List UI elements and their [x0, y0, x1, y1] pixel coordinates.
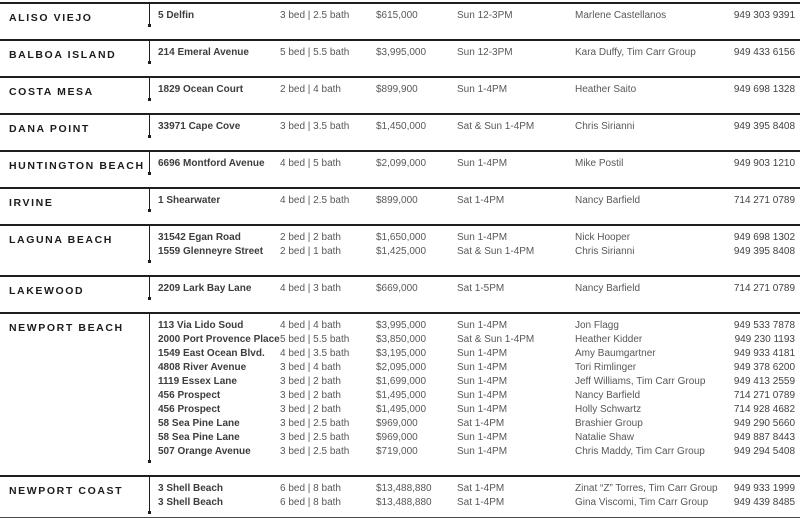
listing-address: 33971 Cape Cove [158, 121, 241, 132]
listing-address: 214 Emeral Avenue [158, 47, 249, 58]
listing-address: 2000 Port Provence Place [158, 334, 280, 345]
listing-phone: 714 928 4682 [733, 404, 795, 415]
listing-beds-baths: 3 bed | 2 bath [280, 376, 341, 387]
listing-address: 58 Sea Pine Lane [158, 418, 240, 429]
listing-phone: 714 271 0789 [733, 195, 795, 206]
listing-open-house-time: Sun 1-4PM [457, 84, 508, 95]
listing-price: $3,995,000 [376, 47, 427, 58]
city-section [0, 312, 800, 459]
listing-open-house-time: Sun 1-4PM [457, 376, 508, 387]
listing-address: 3 Shell Beach [158, 497, 224, 508]
listing-open-house-time: Sun 12-3PM [457, 47, 513, 58]
listing-phone: 949 433 6156 [733, 47, 795, 58]
listing-row [158, 482, 795, 496]
listing-agent: Chris Sirianni [575, 121, 635, 132]
listing-rows [158, 120, 795, 134]
city-divider-line [149, 314, 150, 461]
listing-row [158, 333, 795, 347]
listing-row [158, 496, 795, 510]
listing-agent: Tori Rimlinger [575, 362, 637, 373]
listing-phone: 949 533 7878 [733, 320, 795, 331]
listing-price: $669,000 [376, 283, 418, 294]
listing-row [158, 194, 795, 208]
listing-beds-baths: 2 bed | 1 bath [280, 246, 341, 257]
listing-agent: Jeff Williams, Tim Carr Group [575, 376, 706, 387]
listing-price: $13,488,880 [376, 483, 432, 494]
listing-rows [158, 482, 795, 510]
city-section [0, 275, 800, 296]
listing-open-house-time: Sat 1-4PM [457, 497, 505, 508]
listing-address: 1119 Essex Lane [158, 376, 237, 387]
listing-row [158, 361, 795, 375]
listing-phone: 949 903 1210 [733, 158, 795, 169]
city-label: LAKEWOOD [9, 285, 85, 297]
listing-open-house-time: Sat & Sun 1-4PM [457, 121, 535, 132]
listing-phone: 949 290 5660 [733, 418, 795, 429]
city-section [0, 2, 800, 23]
listing-open-house-time: Sun 1-4PM [457, 404, 508, 415]
listing-open-house-time: Sun 1-4PM [457, 390, 508, 401]
listing-row [158, 83, 795, 97]
listing-open-house-time: Sun 1-4PM [457, 348, 508, 359]
listing-agent: Jon Flagg [575, 320, 619, 331]
listing-phone: 949 294 5408 [733, 446, 795, 457]
listing-rows [158, 83, 795, 97]
listing-address: 2209 Lark Bay Lane [158, 283, 252, 294]
listing-price: $969,000 [376, 432, 418, 443]
listing-row [158, 403, 795, 417]
listing-price: $13,488,880 [376, 497, 432, 508]
city-label: COSTA MESA [9, 86, 94, 98]
listing-open-house-time: Sat & Sun 1-4PM [457, 334, 535, 345]
listing-agent: Gina Viscomi, Tim Carr Group [575, 497, 709, 508]
listing-price: $3,195,000 [376, 348, 427, 359]
city-divider-line [149, 277, 150, 298]
listing-address: 31542 Egan Road [158, 232, 241, 243]
city-section [0, 475, 800, 510]
listing-price: $899,000 [376, 195, 418, 206]
listing-rows [158, 319, 795, 459]
listing-address: 3 Shell Beach [158, 483, 224, 494]
listing-agent: Heather Kidder [575, 334, 643, 345]
listing-beds-baths: 5 bed | 5.5 bath [280, 47, 350, 58]
listing-row [158, 120, 795, 134]
listing-phone: 949 698 1328 [733, 84, 795, 95]
city-divider-line [149, 477, 150, 512]
listing-rows [158, 194, 795, 208]
city-divider-line [149, 152, 150, 173]
listing-beds-baths: 3 bed | 2 bath [280, 390, 341, 401]
listing-price: $2,099,000 [376, 158, 427, 169]
listing-open-house-time: Sat 1-4PM [457, 418, 505, 429]
listing-address: 1549 East Ocean Blvd. [158, 348, 265, 359]
listing-agent: Heather Saito [575, 84, 637, 95]
listing-price: $969,000 [376, 418, 418, 429]
listing-rows [158, 282, 795, 296]
listing-price: $2,095,000 [376, 362, 427, 373]
city-divider-line [149, 78, 150, 99]
listing-price: $899,900 [376, 84, 418, 95]
listing-agent: Marlene Castellanos [575, 10, 667, 21]
listing-agent: Nick Hooper [575, 232, 631, 243]
listing-row [158, 375, 795, 389]
listing-beds-baths: 3 bed | 2 bath [280, 404, 341, 415]
city-divider-line [149, 226, 150, 261]
listing-address: 4808 River Avenue [158, 362, 247, 373]
listing-phone: 949 933 1999 [733, 483, 795, 494]
listing-rows [158, 46, 795, 60]
listing-agent: Brashier Group [575, 418, 643, 429]
listing-beds-baths: 5 bed | 5.5 bath [280, 334, 350, 345]
listing-address: 6696 Montford Avenue [158, 158, 265, 169]
listing-address: 1829 Ocean Court [158, 84, 244, 95]
listing-beds-baths: 4 bed | 3 bath [280, 283, 341, 294]
listing-beds-baths: 2 bed | 2 bath [280, 232, 341, 243]
listing-address: 5 Delfin [158, 10, 195, 21]
listing-beds-baths: 4 bed | 4 bath [280, 320, 341, 331]
listing-beds-baths: 3 bed | 2.5 bath [280, 446, 350, 457]
listing-beds-baths: 3 bed | 3.5 bath [280, 121, 350, 132]
listing-open-house-time: Sat 1-5PM [457, 283, 505, 294]
listing-beds-baths: 3 bed | 2.5 bath [280, 10, 350, 21]
listing-row [158, 157, 795, 171]
listing-open-house-time: Sun 1-4PM [457, 446, 508, 457]
listing-row [158, 319, 795, 333]
listing-rows [158, 231, 795, 259]
listing-beds-baths: 4 bed | 2.5 bath [280, 195, 350, 206]
listing-address: 1559 Glenneyre Street [158, 246, 264, 257]
listing-phone: 949 378 6200 [733, 362, 795, 373]
listing-open-house-time: Sun 1-4PM [457, 320, 508, 331]
listing-phone: 714 271 0789 [733, 283, 795, 294]
listing-phone: 949 933 4181 [733, 348, 795, 359]
listing-open-house-time: Sat 1-4PM [457, 483, 505, 494]
listing-agent: Zinat “Z” Torres, Tim Carr Group [575, 483, 718, 494]
listing-price: $1,425,000 [376, 246, 427, 257]
listing-open-house-time: Sun 1-4PM [457, 362, 508, 373]
listing-price: $1,495,000 [376, 390, 427, 401]
listing-open-house-time: Sun 12-3PM [457, 10, 513, 21]
listing-beds-baths: 3 bed | 4 bath [280, 362, 341, 373]
listing-price: $3,995,000 [376, 320, 427, 331]
city-label: IRVINE [9, 197, 54, 209]
listing-beds-baths: 2 bed | 4 bath [280, 84, 341, 95]
city-section [0, 76, 800, 97]
city-section [0, 224, 800, 259]
listing-rows [158, 157, 795, 171]
city-label: HUNTINGTON BEACH [9, 160, 145, 172]
listing-open-house-time: Sat & Sun 1-4PM [457, 246, 535, 257]
listing-table [0, 2, 800, 510]
listing-phone: 714 271 0789 [733, 390, 795, 401]
listing-price: $719,000 [376, 446, 418, 457]
listing-price: $1,495,000 [376, 404, 427, 415]
city-label: NEWPORT COAST [9, 485, 124, 497]
listing-address: 507 Orange Avenue [158, 446, 251, 457]
listing-phone: 949 698 1302 [733, 232, 795, 243]
listing-beds-baths: 3 bed | 2.5 bath [280, 418, 350, 429]
listing-beds-baths: 6 bed | 8 bath [280, 497, 341, 508]
listing-address: 456 Prospect [158, 390, 221, 401]
listing-beds-baths: 6 bed | 8 bath [280, 483, 341, 494]
listing-phone: 949 303 9391 [733, 10, 795, 21]
listing-agent: Kara Duffy, Tim Carr Group [575, 47, 696, 58]
listing-row [158, 245, 795, 259]
city-section [0, 150, 800, 171]
listing-agent: Mike Postil [575, 158, 624, 169]
listing-row [158, 46, 795, 60]
listing-agent: Nancy Barfield [575, 283, 641, 294]
listing-agent: Chris Maddy, Tim Carr Group [575, 446, 705, 457]
listing-price: $1,650,000 [376, 232, 427, 243]
listing-price: $1,699,000 [376, 376, 427, 387]
listing-beds-baths: 3 bed | 2.5 bath [280, 432, 350, 443]
city-section [0, 39, 800, 60]
listing-phone: 949 395 8408 [733, 246, 795, 257]
listing-agent: Chris Sirianni [575, 246, 635, 257]
listing-row [158, 347, 795, 361]
city-label: NEWPORT BEACH [9, 322, 124, 334]
listing-address: 58 Sea Pine Lane [158, 432, 240, 443]
city-divider-line [149, 41, 150, 62]
listing-address: 456 Prospect [158, 404, 221, 415]
listing-phone: 949 413 2559 [733, 376, 795, 387]
listing-open-house-time: Sun 1-4PM [457, 158, 508, 169]
listing-phone: 949 439 8485 [733, 497, 795, 508]
listing-price: $1,450,000 [376, 121, 427, 132]
listing-row [158, 282, 795, 296]
listing-row [158, 431, 795, 445]
listing-row [158, 231, 795, 245]
listing-row [158, 445, 795, 459]
listing-open-house-time: Sun 1-4PM [457, 232, 508, 243]
listing-address: 1 Shearwater [158, 195, 221, 206]
city-divider-line [149, 4, 150, 25]
listing-rows [158, 9, 795, 23]
listing-price: $615,000 [376, 10, 418, 21]
listing-agent: Amy Baumgartner [575, 348, 656, 359]
listing-agent: Nancy Barfield [575, 195, 641, 206]
listing-address: 113 Via Lido Soud [158, 320, 244, 331]
listing-price: $3,850,000 [376, 334, 427, 345]
city-divider-line [149, 189, 150, 210]
city-section [0, 187, 800, 208]
listing-open-house-time: Sun 1-4PM [457, 432, 508, 443]
listing-phone: 949 887 8443 [733, 432, 795, 443]
listing-phone: 949 230 1193 [734, 334, 795, 345]
listing-row [158, 9, 795, 23]
listing-row [158, 417, 795, 431]
city-label: LAGUNA BEACH [9, 234, 113, 246]
listing-beds-baths: 4 bed | 3.5 bath [280, 348, 350, 359]
city-label: DANA POINT [9, 123, 90, 135]
listing-open-house-time: Sat 1-4PM [457, 195, 505, 206]
listing-beds-baths: 4 bed | 5 bath [280, 158, 341, 169]
listing-agent: Natalie Shaw [575, 432, 634, 443]
city-label: BALBOA ISLAND [9, 49, 117, 61]
city-section [0, 113, 800, 134]
city-divider-line [149, 115, 150, 136]
listing-agent: Holly Schwartz [575, 404, 642, 415]
listing-phone: 949 395 8408 [733, 121, 795, 132]
listing-agent: Nancy Barfield [575, 390, 641, 401]
city-label: ALISO VIEJO [9, 12, 93, 24]
listing-row [158, 389, 795, 403]
